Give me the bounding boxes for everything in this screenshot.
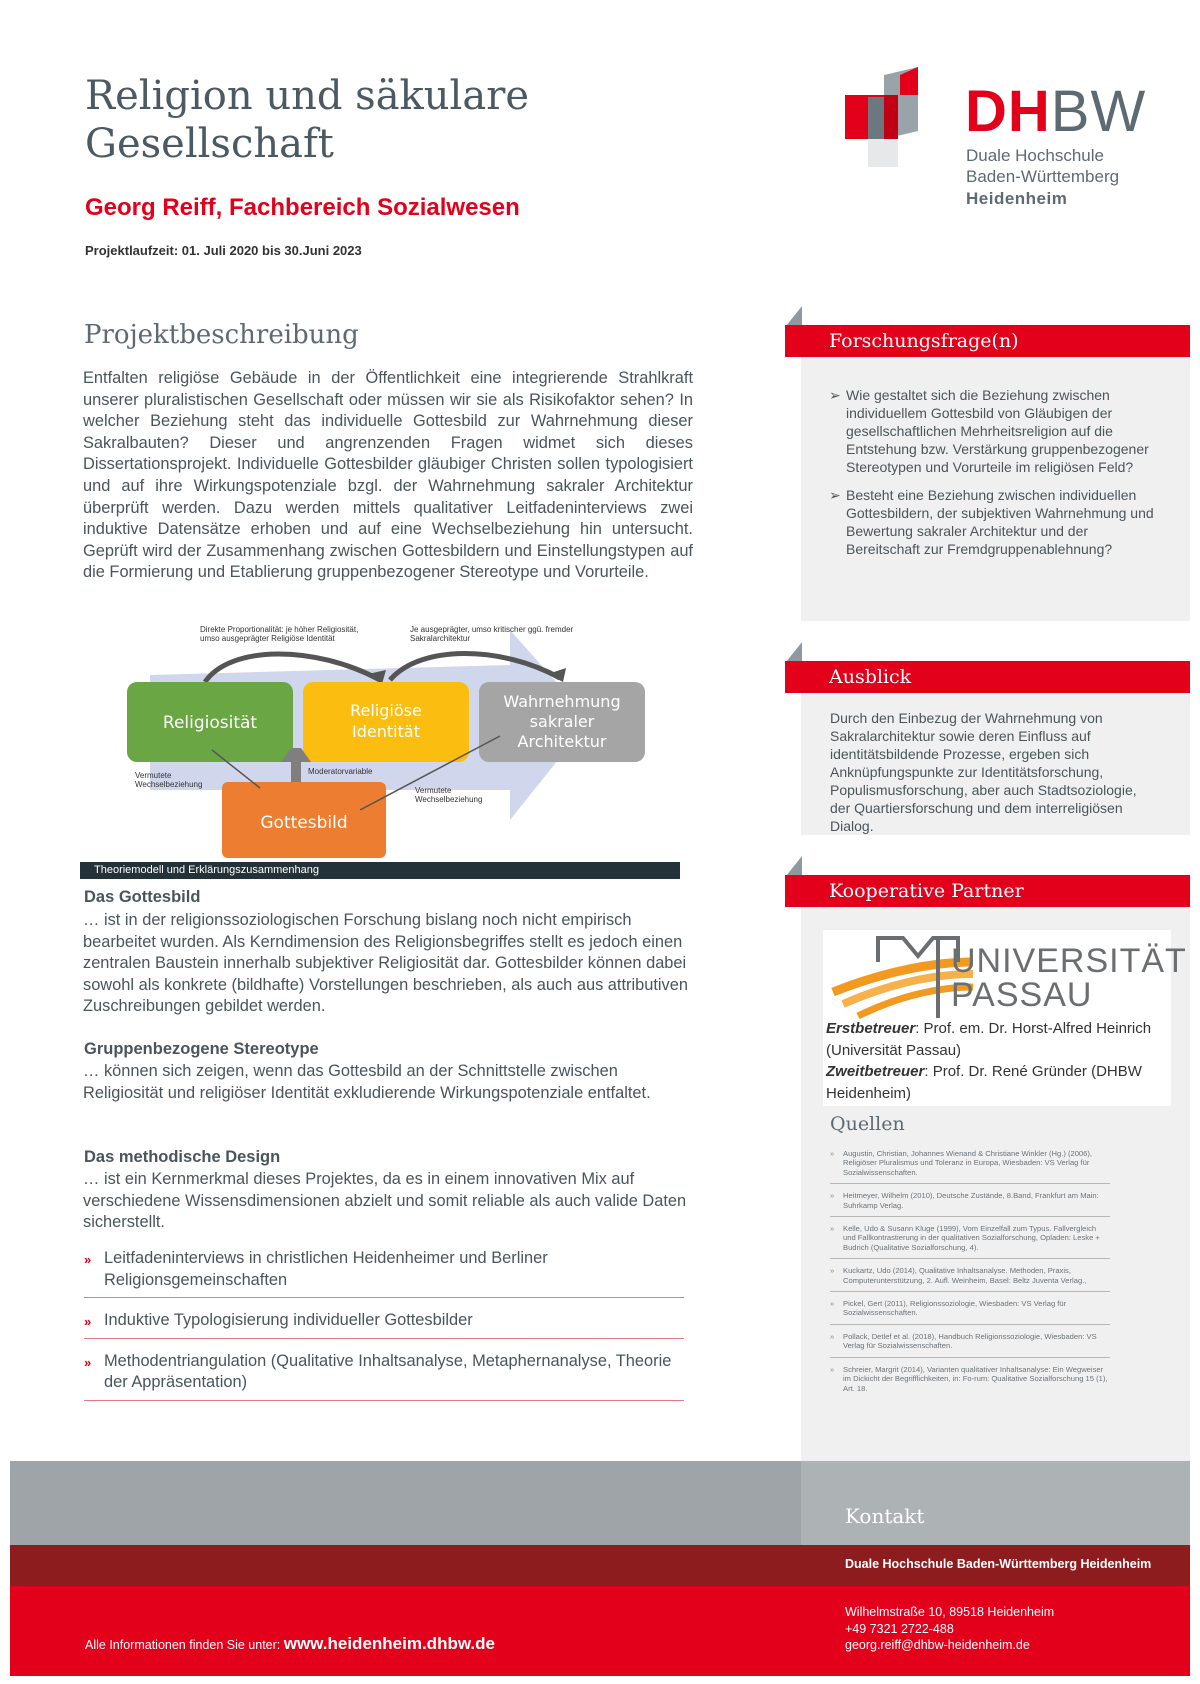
poster-title xyxy=(85,72,645,168)
erstbetreuer-text: : Prof. em. Dr. Horst-Alfred Heinrich (Universität Passau) xyxy=(826,1020,1152,1059)
note-2-line-1: Je ausgeprägter, umso kritischer ggü. fremder xyxy=(410,625,574,634)
section-corner-icon xyxy=(786,856,802,876)
source-mark: » xyxy=(830,1331,835,1341)
bullet-text: Induktive Typologisierung individueller Gottesbilder xyxy=(104,1311,473,1330)
dhbw-logo xyxy=(840,62,1147,210)
source-text: Kuckartz, Udo (2014), Qualitative Inhaltsanalyse. Methoden, Praxis, Computerunterstützung, 2. Aufl. Weinheim, Basel: Beltz Juventa Verlag., xyxy=(843,1266,1087,1285)
design-text: … ist ein Kernmerkmal dieses Projektes, da es in einem innovativen Mix auf verschiedene Wissensdimensionen abzielt und somit reliable als auch valide Daten sicherstellt. xyxy=(83,1170,687,1232)
source-mark: » xyxy=(830,1149,835,1158)
quellen-list xyxy=(830,1146,1110,1403)
logo-line-1: Duale Hochschule xyxy=(966,146,1104,165)
footer-email[interactable]: georg.reiff@dhbw-heidenheim.de xyxy=(845,1638,1030,1652)
list-item xyxy=(830,1296,1110,1325)
source-text: Pollack, Detlef et al. (2018), Handbuch Religionssoziologie, Wiesbaden: VS Verlag für Sozialwissenschaften. xyxy=(843,1331,1097,1351)
source-text: Pickel, Gert (2011), Religionssoziologie, Wiesbaden: VS Verlag für Sozialwissenschaften. xyxy=(843,1299,1067,1318)
bullet-mark: » xyxy=(84,1252,92,1267)
footer-website-link[interactable]: www.heidenheim.dhbw.de xyxy=(283,1634,495,1653)
zweitbetreuer xyxy=(826,1061,1171,1104)
forschungsfragen-heading: Forschungsfrage(n) xyxy=(785,325,1190,357)
note-1-line-1: Direkte Proportionalität: je höher Religiosität, xyxy=(200,625,359,634)
theory-model-diagram xyxy=(120,620,690,860)
projektbeschreibung-text: Entfalten religiöse Gebäude in der Öffentlichkeit eine integrierende Strahlkraft unserer pluralistischen Gesellschaft oder müssen wir sie als Risikofaktor sehen? In welcher Beziehung steht das individuelle Gottesbild zur Wahrnehmung dieser Sakralbauten? Dieser und angrenzenden Fragen widmet sich dieses Dissertationsprojekt. Individuelle Gottesbilder gläubiger Christen sollen typologisiert und auf ihre Wirkungspotenziale bzgl. der Wahrnehmung sakraler Architektur überprüft werden. Dazu werden mittels qualitativer Leitfadeninterviews zwei induktive Datensätze erhoben und auf eine Wechselbeziehung hin untersucht. Geprüft wird der Zusammenhang zwischen Gottesbildern und Einstellungstypen auf die Formierung und Etablierung gruppenbezogener Stereotype und Vorurteile. xyxy=(83,369,693,582)
projektbeschreibung-heading: Projektbeschreibung xyxy=(84,320,359,350)
box-religiositaet-label: Religiosität xyxy=(162,713,258,733)
uni-name-line-2: PASSAU xyxy=(951,976,1093,1014)
source-mark: » xyxy=(830,1191,835,1201)
title-line-1: Religion und säkulare xyxy=(85,73,529,119)
forschungsfragen-list xyxy=(829,386,1154,568)
note-1-line-2: umso ausgeprägter Religiöse Identität xyxy=(200,634,335,643)
section-gap xyxy=(801,621,1190,661)
source-text: Heitmeyer, Wilhelm (2010), Deutsche Zustände, 8.Band, Frankfurt am Main: Suhrkamp Verlag. xyxy=(843,1191,1099,1210)
project-duration: Projektlaufzeit: 01. Juli 2020 bis 30.Juni 2023 xyxy=(85,243,362,258)
list-item xyxy=(829,486,1154,558)
stereotype-text: … können sich zeigen, wenn das Gottesbild an der Schnittstelle zwischen Religiosität und religiöser Identität exkludierende Wirkungspotenziale entfaltet. xyxy=(83,1062,651,1102)
list-item xyxy=(830,1221,1110,1259)
bullet-mark: » xyxy=(84,1354,92,1370)
source-text: Schreier, Margrit (2014), Varianten qualitativer Inhaltsanalyse: Ein Wegweiser im Dickicht der Begrifflichkeiten, in: Fo-rum: Qualitative Sozialforschung 15 (1), Art. 18. xyxy=(843,1364,1108,1393)
logo-line-3: Heidenheim xyxy=(966,189,1068,208)
label-vermutete-1b: Wechselbeziehung xyxy=(135,780,203,789)
list-item xyxy=(84,1304,684,1339)
box-gottesbild-label: Gottesbild xyxy=(260,813,348,833)
footer-kontakt-panel xyxy=(801,1461,1190,1545)
list-item xyxy=(830,1146,1110,1184)
diagram-caption: Theoriemodell und Erklärungszusammenhang xyxy=(80,862,680,879)
ausblick-text: Durch den Einbezug der Wahrnehmung von Sakralarchitektur sowie deren Einfluss auf identitätsbildende Prozesse, ergeben sich Anknüpfungspunkte zur Identitätsforschung, Populismusforschung, aber auch Stadtsoziologie, der Quartiersforschung und dem interreligiösen Dialog. xyxy=(830,710,1137,834)
footer-contact-block xyxy=(845,1604,1054,1654)
list-item xyxy=(830,1188,1110,1217)
section-corner-icon xyxy=(786,306,802,326)
source-mark: » xyxy=(830,1266,835,1276)
box-identitaet-line-1: Religiöse xyxy=(350,701,422,720)
dhbw-wordmark xyxy=(965,79,1147,144)
diagram-svg xyxy=(120,620,690,860)
zweitbetreuer-label: Zweitbetreuer xyxy=(826,1063,925,1080)
arrow-bullet-icon: ➢ xyxy=(829,387,841,403)
zweitbetreuer-text: : Prof. Dr. René Gründer (DHBW Heidenheim) xyxy=(826,1063,1142,1102)
design-heading: Das methodische Design xyxy=(84,1148,281,1166)
label-vermutete-2a: Vermutete xyxy=(415,786,452,795)
footer-school-name: Duale Hochschule Baden-Württemberg Heidenheim xyxy=(845,1557,1152,1571)
section-corner-icon xyxy=(786,642,802,662)
list-item xyxy=(829,386,1154,476)
footer-address: Wilhelmstraße 10, 89518 Heidenheim xyxy=(845,1605,1055,1619)
footer-info-prefix: Alle Informationen finden Sie unter: xyxy=(85,1638,284,1652)
list-item xyxy=(84,1242,684,1298)
bullet-text: Leitfadeninterviews in christlichen Heidenheimer und Berliner Religionsgemeinschaften xyxy=(104,1249,548,1289)
label-vermutete-2b: Wechselbeziehung xyxy=(415,795,483,804)
list-item xyxy=(84,1345,684,1401)
title-line-2: Gesellschaft xyxy=(85,121,334,167)
box-wahrnehmung-line-3: Architektur xyxy=(517,732,607,751)
gottesbild-text: … ist in der religionssoziologischen Forschung bislang noch nicht empirisch bearbeitet wurden. Als Kerndimension des Religionsbegriffes stellt es jedoch einen zentralen Baustein innerhalb subjektiver Religiosität dar. Gottesbilder können dabei sowohl als konkrete (bildhafte) Vorstellungen beschrieben, als auch aus attributiven Zuschreibungen gebildet werden. xyxy=(83,911,688,1016)
dhbw-logo-mark-icon xyxy=(840,67,940,167)
label-vermutete-1a: Vermutete xyxy=(135,771,172,780)
partner-box xyxy=(823,930,1187,1106)
question-text: Wie gestaltet sich die Beziehung zwischen individuellem Gottesbild von Gläubigen der gesellschaftlichen Mehrheitsreligion auf die Entstehung bzw. Verstärkung gruppenbezogener Stereotypen und Vorurteile im religiösen Feld? xyxy=(846,387,1149,475)
betreuer-info xyxy=(826,1018,1171,1104)
note-2-line-2: Sakralarchitektur xyxy=(410,634,471,643)
list-item xyxy=(830,1329,1110,1358)
stereotype-heading: Gruppenbezogene Stereotype xyxy=(84,1040,319,1058)
erstbetreuer xyxy=(826,1018,1171,1061)
kontakt-heading: Kontakt xyxy=(845,1504,925,1528)
uni-name-line-1: UNIVERSITÄT xyxy=(951,942,1187,980)
wordmark-bw: BW xyxy=(1050,79,1147,144)
bullet-mark: » xyxy=(84,1314,92,1330)
wordmark-dh: DH xyxy=(965,79,1051,144)
section-gap xyxy=(801,835,1190,875)
partner-heading: Kooperative Partner xyxy=(785,875,1190,907)
source-mark: » xyxy=(830,1224,835,1234)
ausblick-heading: Ausblick xyxy=(785,661,1190,693)
gottesbild-heading: Das Gottesbild xyxy=(84,888,201,906)
arrow-bullet-icon: ➢ xyxy=(829,487,841,503)
universitaet-passau-logo xyxy=(823,932,1187,1020)
bullet-text: Methodentriangulation (Qualitative Inhaltsanalyse, Metaphernanalyse, Theorie der Appräsentation) xyxy=(104,1351,672,1392)
source-text: Augustin, Christian, Johannes Wienand & Christiane Winkler (Hg.) (2006), Religiöser Pluralismus und Toleranz in Europa, Wiesbaden: VS Verlag für Sozialwissenschaften. xyxy=(843,1149,1093,1177)
question-text: Besteht eine Beziehung zwischen individuellen Gottesbildern, der subjektiven Wahrnehmung und Bewertung sakraler Architektur und der Bereitschaft zur Fremdgruppenablehnung? xyxy=(846,487,1154,557)
label-moderator: Moderatorvariable xyxy=(308,767,373,776)
erstbetreuer-label: Erstbetreuer xyxy=(826,1020,916,1037)
source-mark: » xyxy=(830,1299,835,1309)
footer-info xyxy=(85,1634,495,1654)
list-item xyxy=(830,1362,1110,1399)
design-bullet-list xyxy=(84,1242,684,1401)
footer-phone[interactable]: +49 7321 2722-488 xyxy=(845,1621,954,1636)
box-wahrnehmung-line-2: sakraler xyxy=(529,712,595,731)
box-identitaet-line-2: Identität xyxy=(352,722,420,741)
source-mark: » xyxy=(830,1364,835,1374)
source-text: Kelle, Udo & Susann Kluge (1999), Vom Einzelfall zum Typus. Fallvergleich und Fallkontrastierung in der qualitativen Sozialforschung, Opladen: Leske + Budrich (Qualitative Sozialforschung, 4). xyxy=(843,1224,1100,1252)
author-subtitle: Georg Reiff, Fachbereich Sozialwesen xyxy=(85,194,520,221)
logo-line-2: Baden-Württemberg xyxy=(966,167,1120,186)
list-item xyxy=(830,1263,1110,1292)
box-wahrnehmung-line-1: Wahrnehmung xyxy=(503,692,621,711)
quellen-heading: Quellen xyxy=(830,1113,905,1135)
